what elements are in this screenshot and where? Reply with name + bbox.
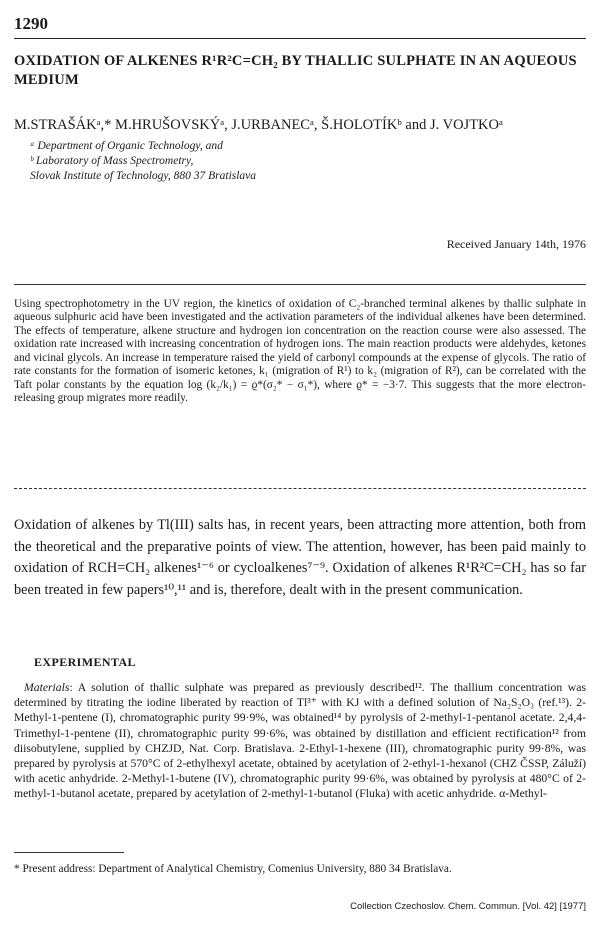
received-date: Received January 14th, 1976 bbox=[446, 237, 586, 251]
materials-label: Materials bbox=[24, 681, 70, 694]
materials-text: : A solution of thallic sulphate was prepared as previously described¹². The thallium concentration was determined by titrating the iodine liberated by reaction of Tl³⁺ with KJ with a defined solution of Na₂S₂O₃ (ref.¹³). 2-Methyl-1-pentene (I), chromatographic purity 99·9%, was obtained¹⁴ by pyrolysis of 2-methyl-1-pentanol acetate. 2,4,4-Trimethyl-1-pentene (II), chromatographic purity 99·6%, was obtained by distillation and efficient rectification¹² from diisobutylene, supplied by CHZJD, Nat. Corp. Bratislava. 2-Ethyl-1-hexene (III), chromatographic purity 99·8%, was prepared by pyrolysis at 570°C of 2-ethylhexyl acetate, obtained by acetylation of 2-ethyl-1-hexanol (CHZ ČSSP, Záluží) with acetic anhydride. 2-Methyl-1-butene (IV), chromatographic purity 99·6%, was obtained by pyrolysis at 480°C of 2-methyl-1-butanol acetate, prepared by acetylation of 2-methyl-1-butanol (Fluka) with acetic anhydride. α-Methyl- bbox=[14, 681, 586, 801]
abstract: Using spectrophotometry in the UV region, the kinetics of oxidation of C₂-branched terminal alkenes by thallic sulphate in aqueous sulphuric acid have been investigated and the activation parameters of the individual alkenes have been determined. The effects of temperature, alkene structure and hydrogen ion concentration on the reaction course were also assessed. The oxidation rate increased with increasing concentration of hydrogen ions. The main reaction products were aldehydes, ketones and vicinal glycols. An increase in temperature raised the yield of carbonyl compounds at the expense of glycols. The ratio of rate constants for the formation of isomeric ketones, k₁ (migration of R¹) to k₂ (migration of R²), can be correlated with the Taft polar constants by the equation log (k₂/k₁) = ϱ*(σ₂* − σ₁*), where ϱ* = −3·7. This suggests that the more electron-releasing group migrates more readily. bbox=[14, 298, 586, 405]
author-list: M.STRAŠÁKᵃ,* M.HRUŠOVSKÝᵃ, J.URBANECᵃ, Š.HOLOTÍKᵇ and J. VOJTKOᵃ bbox=[14, 117, 503, 133]
affiliations bbox=[30, 139, 256, 184]
introduction-paragraph: Oxidation of alkenes by Tl(III) salts has, in recent years, been attracting more attention, both from the theoretical and the preparative points of view. The attention, however, has been paid mainly to oxidation of RCH=CH₂ alkenes¹⁻⁶ or cycloalkenes⁷⁻⁹. Oxidation of alkenes R¹R²C=CH₂ has so far been treated in few papers¹⁰,¹¹ and is, therefore, dealt with in the present communication. bbox=[14, 517, 586, 598]
abstract-bottom-rule bbox=[14, 488, 586, 489]
footnote-rule bbox=[14, 852, 124, 853]
abstract-top-rule bbox=[14, 284, 586, 285]
affiliation-line: ᵇ Laboratory of Mass Spectrometry, bbox=[30, 155, 194, 167]
article-title: OXIDATION OF ALKENES R¹R²C=CH₂ BY THALLIC SULPHATE IN AN AQUEOUS MEDIUM bbox=[14, 53, 577, 88]
affiliation-line: ᵃ Department of Organic Technology, and bbox=[30, 140, 223, 152]
materials-paragraph bbox=[14, 680, 586, 802]
journal-citation: Collection Czechoslov. Chem. Commun. [Vol. 42] [1977] bbox=[350, 901, 586, 912]
footnote: * Present address: Department of Analytical Chemistry, Comenius University, 880 34 Bratislava. bbox=[14, 863, 452, 875]
page-number: 1290 bbox=[14, 14, 48, 33]
section-heading: EXPERIMENTAL bbox=[34, 655, 136, 669]
affiliation-line: Slovak Institute of Technology, 880 37 Bratislava bbox=[30, 170, 257, 182]
header-rule bbox=[14, 38, 586, 39]
